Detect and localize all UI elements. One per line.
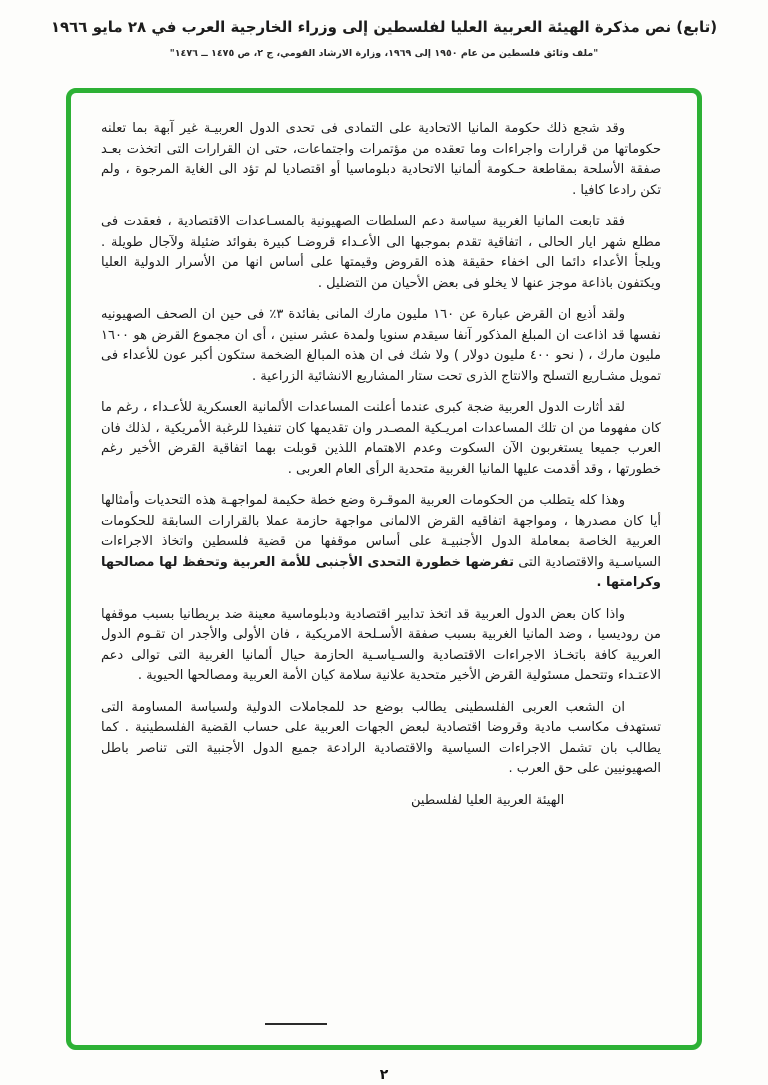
paragraph-6: واذا كان بعض الدول العربية قد اتخذ تدابير اقتصادية ودبلوماسية معينة ضد بريطانيا بسبب موقفها من روديسيا ، وضد المانيا الغربية بسبب صفقة الأسـلحة الامريكية ، فان الأولى والأجدر ان تقـوم الدول العربية كافة باتخـاذ الاجراءات الاقتصادية والسـياسـية الحازمة حيال ألمانيا الغربية التى توالى دعم الاعتـداء وتتحمل مسئولية القرض الأخير متحدية علانية سلامة كيان الأمة العربية ومصالحها الحيوية . [101,606,661,683]
document-header [0,0,768,59]
paragraph-5-bold-tail: تفرضها خطورة التحدى الأجنبى للأمة العربية وتحفظ لها مصالحها وكرامتها . [101,554,661,590]
paragraph-3: ولقد أذيع ان القرض عبارة عن ١٦٠ مليون مارك المانى بفائدة ٣٪ فى حين ان الصحف الصهيونيه نفسها قد اذاعت ان المبلغ المذكور آنفا سيقدم سنويا ولمدة عشر سنين ، أى ان مجموع القرض هو ١٦٠٠ مليون مارك ، ( نحو ٤٠٠ مليون دولار ) ولا شك فى ان هذه المبالغ الضخمة ستكون أكبر عون للأعداء فى تمويل مشـاريع التسلح والانتاج الذرى تحت ستار المشاريع الانشائية الزراعية . [101,307,661,384]
bottom-rule [265,1023,327,1025]
memo-body [71,93,697,811]
paragraph-4: لقد أثارت الدول العربية ضجة كبرى عندما أعلنت المساعدات الألمانية العسكرية للأعـداء ، رغم ما كان مفهوما من ان تلك المساعدات امريـكية المصـدر وان تقديمها كان تنفيذا للرغبة الأمريكية ، لذلك فان العرب جميعا يستغربون الآن السكوت وعدم الاهتمام اللذين قوبلت بهما اتفاقية القرض الأخير رغم خطورتها ، وقد أقدمت عليها المانيا الغربية متحدية الرأى العام العربى . [101,400,661,477]
source-citation: "ملف وثائق فلسطين من عام ١٩٥٠ إلى ١٩٦٩، وزارة الارشاد القومي، ج ٢، ص ١٤٧٥ ــ ١٤٧٦" [169,47,599,59]
paragraph-2: فقد تابعت المانيا الغربية سياسة دعم السلطات الصهيونية بالمسـاعدات الاقتصادية ، فعقدت فى مطلع شهر ايار الحالى ، اتفاقية تقدم بموجبها الى الأعـداء قروضـا كبيرة بفوائد ضئيلة ولآجال طويلة . ويلجأ الأعداء دائما الى اخفاء حقيقة هذه القروض وقيمتها على أساس انها من الأسرار الدولية العليا ويكتفون باذاعة موجز عنها لا يخلو فى بعض الأحيان من التضليل . [101,214,661,291]
paragraph-5 [101,491,661,594]
paragraph-5-text: وهذا كله يتطلب من الحكومات العربية الموقـرة وضع خطة حكيمة لمواجهـة هذه التحديات وأمثالها أيا كان مصدرها ، ومواجهة اتفاقيه القرض الالمانى مواجهة حازمة عملا بالقرارات السابقة للحكومات العربية الخاصة بمعاملة الدول الأجنبيـة على أساس موقفها من قضية فلسطين واتخاذ الاجراءات السياسـية والاقتصادية التى [101,493,662,570]
green-frame [66,88,702,1050]
document-title: (تابع) نص مذكرة الهيئة العربية العليا لفلسطين إلى وزراء الخارجية العرب في ٢٨ مايو ١٩٦٦ [50,18,718,36]
paragraph-7: ان الشعب العربى الفلسطينى يطالب بوضع حد للمجاملات الدولية ولسياسة المساومة التى تستهدف مكاسب مادية وقروضا اقتصادية لبعض الجهات العربية على حساب القضية الفلسطينية . كما يطالب بان تشمل الاجراءات السياسية والاقتصادية الرادعة جميع الدول الأجنبية التى تناصر باطل الصهيونيين على حق العرب . [101,699,661,776]
paragraph-1: وقد شجع ذلك حكومة المانيا الاتحادية على التمادى فى تحدى الدول العربيـة غير آبهة بما تعلنه حكوماتها من قرارات واجراءات وما تعقده من مؤتمرات واجتماعات، حتى ان القرارات التى اتخذت بعـد صفقة الأسلحة بمقاطعة حـكومة ألمانيا الاتحادية دبلوماسيا أو اقتصاديا لم تؤد الى الغاية المرجوة ، ولم تكن رادعا كافيا . [101,121,661,198]
signature-line: الهيئة العربية العليا لفلسطين [411,792,565,808]
page-number: ٢ [379,1067,389,1083]
